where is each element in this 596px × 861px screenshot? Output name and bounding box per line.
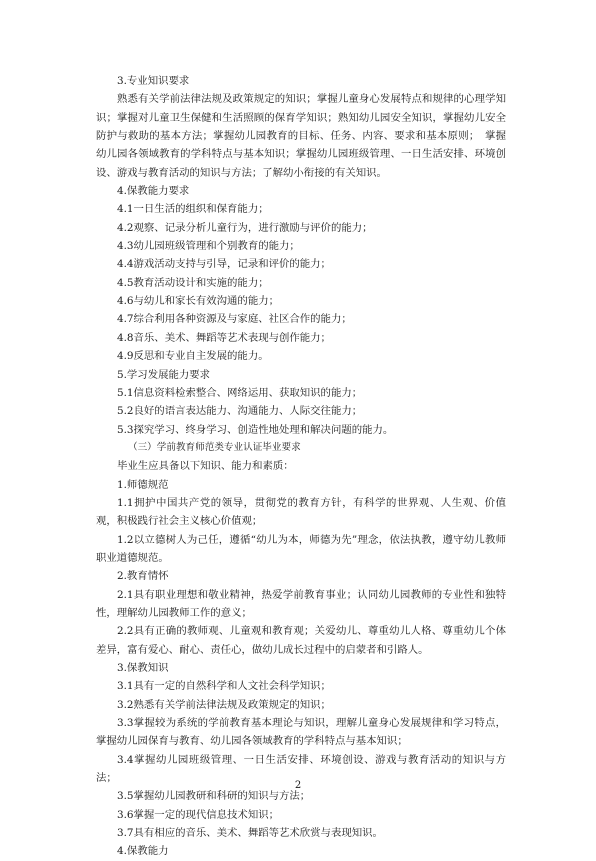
list-item: 4.2观察、记录分析儿童行为，进行激励与评价的能力；	[117, 221, 373, 234]
list-item: 4.6与幼儿和家长有效沟通的能力；	[117, 295, 279, 308]
list-item: 1.1拥护中国共产党的领导，贯彻党的教育方针，有科学的世界观、人生观、价值观，积极践行社会主义核心价值观；	[96, 496, 506, 528]
list-item: 5.2良好的语言表达能力、沟通能力、人际交往能力；	[117, 405, 363, 418]
list-item: 4.5教育活动设计和实施的能力；	[117, 276, 269, 289]
intro-line: 毕业生应具备以下知识、能力和素质：	[117, 460, 294, 473]
list-item: 3.4掌握幼儿园班级管理、一日生活安排、环境创设、游戏与教育活动的知识与方法；	[96, 753, 506, 785]
heading-knowledge-requirements: 3.专业知识要求	[117, 75, 190, 87]
list-item: 4.1一日生活的组织和保育能力；	[117, 203, 269, 216]
list-item: 4.8音乐、美术、舞蹈等艺术表现与创作能力；	[117, 331, 331, 344]
list-item: 3.1具有一定的自然科学和人文社会科学知识；	[117, 680, 331, 693]
heading-care-education-ability: 4.保教能力要求	[117, 185, 190, 198]
list-item: 3.5掌握幼儿园教研和科研的知识与方法；	[117, 790, 311, 803]
list-item: 3.3掌握较为系统的学前教育基本理论与知识，理解儿童身心发展规律和学习特点，掌握幼儿园保育与教育、幼儿园各领域教育的学科特点与基本知识；	[96, 717, 506, 748]
heading-learning-development: 5.学习发展能力要求	[117, 368, 211, 381]
section-title: （三）学前教育师范类专业认证毕业要求	[128, 441, 301, 453]
heading-education-passion: 2.教育情怀	[117, 570, 169, 583]
page-number: 2	[294, 780, 302, 791]
heading-ethics: 1.师德规范	[117, 478, 169, 491]
list-item: 3.2熟悉有关学前法律法规及政策规定的知识；	[117, 698, 331, 711]
list-item: 4.3幼儿园班级管理和个别教育的能力；	[117, 240, 300, 253]
list-item: 5.3探究学习、终身学习、创造性地处理和解决问题的能力。	[117, 423, 394, 436]
list-item: 2.1具有职业理想和敬业精神，热爱学前教育事业；认同幼儿园教师的专业性和独特性，理解幼儿园教师工作的意义；	[96, 588, 506, 619]
list-item: 4.4游戏活动支持与引导，记录和评价的能力；	[117, 258, 331, 271]
list-item: 3.6掌握一定的现代信息技术知识；	[117, 808, 279, 821]
heading-care-knowledge: 3.保教知识	[117, 662, 169, 674]
list-item: 3.7具有相应的音乐、美术、舞蹈等艺术欣赏与表现知识。	[117, 827, 383, 840]
paragraph-knowledge-details: 熟悉有关学前法律法规及政策规定的知识；掌握儿童身心发展特点和规律的心理学知识；掌握对儿童卫生保健和生活照顾的保育学知识；熟知幼儿园安全知识，掌握幼儿安全防护与救助的基本方法；掌握幼儿园教育的目标、任务、内容、要求和基本原则； 掌握幼儿园各领域教育的学科特点与基本知识；掌握幼儿园班级管理、一日生活安排、环境创设、游戏与教育活动的知识与方法；了解幼小衔接的有关知识。	[96, 93, 506, 179]
list-item: 1.2以立德树人为己任，遵循“幼儿为本，师德为先”理念，依法执教，遵守幼儿教师职业道德规范。	[96, 533, 506, 564]
list-item: 4.9反思和专业自主发展的能力。	[117, 350, 269, 363]
heading-care-ability: 4.保教能力	[117, 845, 169, 858]
document-body	[96, 72, 506, 861]
list-item: 4.7综合利用各种资源及与家庭、社区合作的能力；	[117, 313, 352, 326]
list-item: 5.1信息资料检索整合、网络运用、获取知识的能力；	[117, 386, 363, 399]
list-item: 2.2具有正确的教师观、儿童观和教育观；关爱幼儿、尊重幼儿人格、尊重幼儿个体差异，富有爱心、耐心、责任心，做幼儿成长过程中的启蒙者和引路人。	[96, 625, 506, 656]
